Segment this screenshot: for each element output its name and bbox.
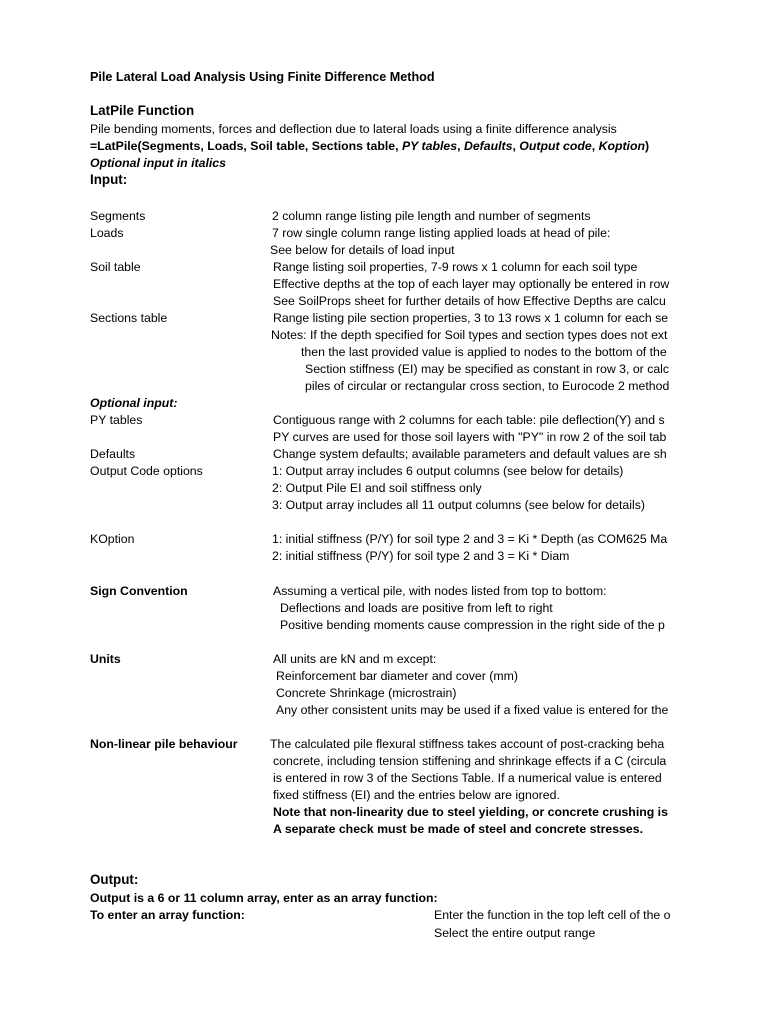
segments-label: Segments <box>90 209 146 223</box>
defaults-text: Change system defaults; available parameters and default values are sh <box>273 447 667 461</box>
nonlinear-text-3: is entered in row 3 of the Sections Table. If a numerical value is entered <box>273 771 662 785</box>
sections-table-text-2: Notes: If the depth specified for Soil types and section types does not ext <box>271 328 668 342</box>
koption-text-2: 2: initial stiffness (P/Y) for soil type 2 and 3 = Ki * Diam <box>272 549 570 563</box>
function-description: Pile bending moments, forces and deflection due to lateral loads using a finite difference analysis <box>90 122 617 136</box>
py-tables-text: Contiguous range with 2 columns for each table: pile deflection(Y) and s <box>273 413 665 427</box>
soil-table-text-2: Effective depths at the top of each layer may optionally be entered in row <box>273 277 670 291</box>
units-text-3: Concrete Shrinkage (microstrain) <box>276 686 457 700</box>
document-title: Pile Lateral Load Analysis Using Finite Difference Method <box>90 70 435 84</box>
syntax-py-tables: PY tables <box>401 139 458 153</box>
loads-label: Loads <box>90 226 124 240</box>
syntax-sep: , <box>512 139 520 153</box>
syntax-koption: Koption <box>598 139 646 153</box>
sections-table-text-5: piles of circular or rectangular cross section, to Eurocode 2 method <box>305 379 670 393</box>
output-line-1: Output is a 6 or 11 column array, enter as an array function: <box>90 891 438 905</box>
defaults-label: Defaults <box>90 447 136 461</box>
soil-table-label: Soil table <box>90 260 141 274</box>
output-code-text-3: 3: Output array includes all 11 output columns (see below for details) <box>272 498 645 512</box>
py-tables-text-2: PY curves are used for those soil layers with "PY" in row 2 of the soil tab <box>273 430 667 444</box>
output-line-2-text: Enter the function in the top left cell of the o <box>434 908 671 922</box>
syntax-sep: , <box>457 139 464 153</box>
sections-table-text-3: then the last provided value is applied to nodes to the bottom of the <box>301 345 667 359</box>
output-code-label: Output Code options <box>90 464 203 478</box>
sections-table-text: Range listing pile section properties, 3 to 13 rows x 1 column for each se <box>273 311 669 325</box>
output-heading: Output: <box>90 872 139 887</box>
output-code-text: 1: Output array includes 6 output columns (see below for details) <box>272 464 624 478</box>
output-line-3-text: Select the entire output range <box>434 926 596 940</box>
input-heading: Input: <box>90 172 128 187</box>
output-code-text-2: 2: Output Pile EI and soil stiffness only <box>272 481 482 495</box>
soil-table-text-3: See SoilProps sheet for further details of how Effective Depths are calcu <box>273 294 666 308</box>
units-text: All units are kN and m except: <box>273 652 437 666</box>
function-syntax <box>90 138 649 154</box>
optional-note: Optional input in italics <box>90 156 226 170</box>
syntax-suffix: ) <box>645 139 650 153</box>
koption-text: 1: initial stiffness (P/Y) for soil type 2 and 3 = Ki * Depth (as COM625 Ma <box>272 532 668 546</box>
loads-text: 7 row single column range listing applied loads at head of pile: <box>272 226 611 240</box>
function-heading: LatPile Function <box>90 103 195 118</box>
sections-table-text-4: Section stiffness (EI) may be specified as constant in row 3, or calc <box>305 362 670 376</box>
segments-text: 2 column range listing pile length and number of segments <box>272 209 591 223</box>
syntax-defaults: Defaults <box>463 139 513 153</box>
nonlinear-text: The calculated pile flexural stiffness takes account of post-cracking beha <box>270 737 665 751</box>
soil-table-text: Range listing soil properties, 7-9 rows x 1 column for each soil type <box>273 260 638 274</box>
units-text-4: Any other consistent units may be used if a fixed value is entered for the <box>276 703 669 717</box>
syntax-output-code: Output code <box>519 139 592 153</box>
py-tables-label: PY tables <box>90 413 143 427</box>
output-line-2-label: To enter an array function: <box>90 908 245 922</box>
koption-label: KOption <box>90 532 135 546</box>
loads-text-2: See below for details of load input <box>270 243 455 257</box>
syntax-prefix: =LatPile(Segments, Loads, Soil table, Sections table, <box>90 139 402 153</box>
sign-convention-text-3: Positive bending moments cause compression in the right side of the p <box>280 618 665 632</box>
optional-input-heading: Optional input: <box>90 396 178 410</box>
sign-convention-text: Assuming a vertical pile, with nodes listed from top to bottom: <box>273 584 607 598</box>
nonlinear-note-2: A separate check must be made of steel and concrete stresses. <box>273 822 643 836</box>
nonlinear-text-4: fixed stiffness (EI) and the entries below are ignored. <box>273 788 560 802</box>
nonlinear-text-2: concrete, including tension stiffening and shrinkage effects if a C (circula <box>273 754 667 768</box>
sections-table-label: Sections table <box>90 311 168 325</box>
nonlinear-label: Non-linear pile behaviour <box>90 737 238 751</box>
units-label: Units <box>90 652 121 666</box>
syntax-sep: , <box>591 139 599 153</box>
nonlinear-note-1: Note that non-linearity due to steel yielding, or concrete crushing is <box>273 805 668 819</box>
sign-convention-label: Sign Convention <box>90 584 188 598</box>
sign-convention-text-2: Deflections and loads are positive from left to right <box>280 601 553 615</box>
units-text-2: Reinforcement bar diameter and cover (mm) <box>276 669 518 683</box>
